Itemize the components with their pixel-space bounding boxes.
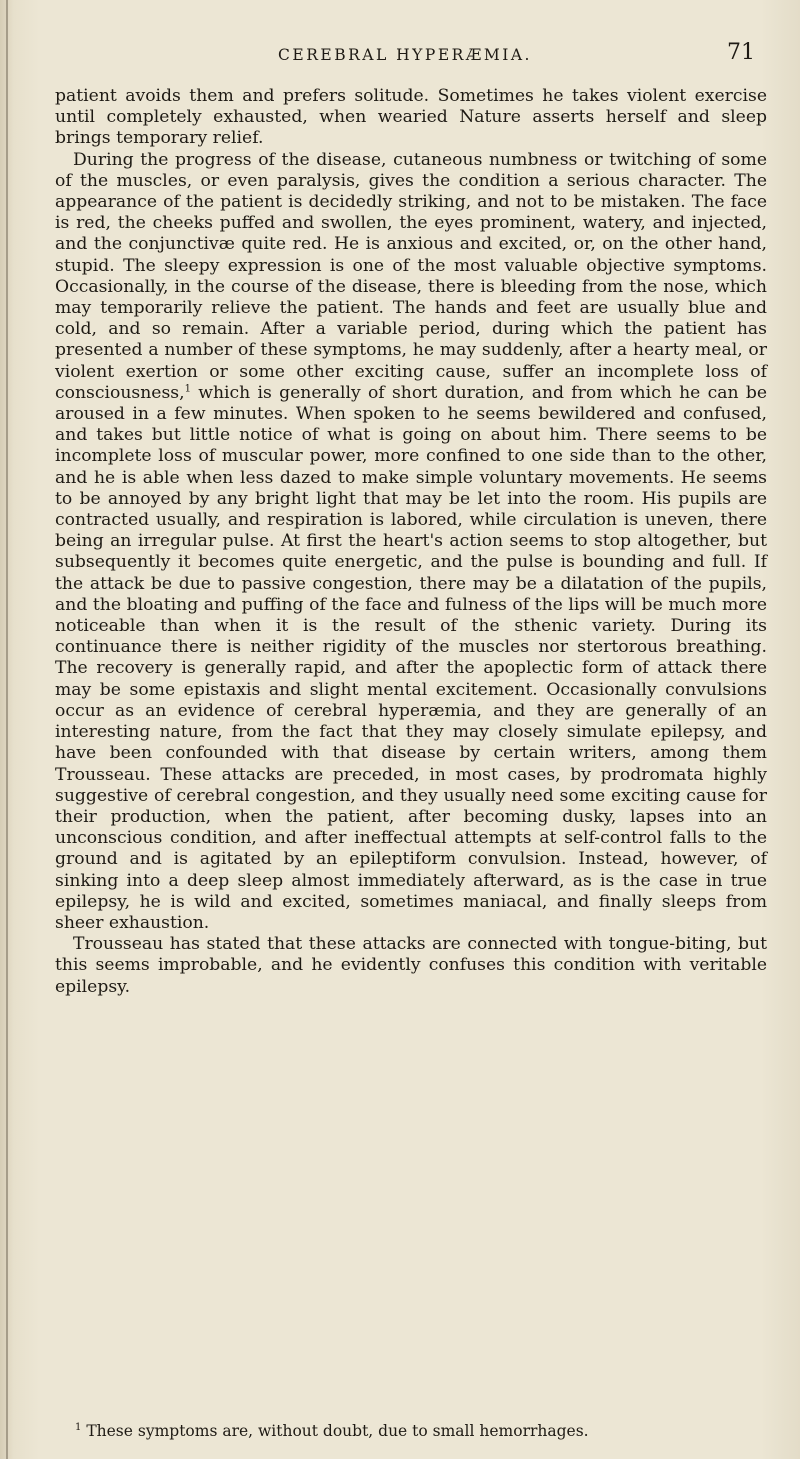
paragraph-symptoms xyxy=(55,150,767,935)
paragraph-continued: patient avoids them and prefers solitude. Sometimes he takes violent exercise until completely exhausted, when wearied Nature asserts herself and sleep brings temporary relief. xyxy=(55,86,767,149)
footnote-marker: 1 xyxy=(75,1421,82,1433)
binding-edge xyxy=(6,0,8,1459)
body-text xyxy=(55,86,767,998)
paragraph-trousseau: Trousseau has stated that these attacks are connected with tongue-biting, but this seems improbable, and he evidently confuses this condition with veritable epilepsy. xyxy=(55,934,767,997)
page-number: 71 xyxy=(727,40,755,65)
footnote-reference[interactable]: 1 xyxy=(184,383,191,395)
footnote xyxy=(75,1422,765,1441)
running-head xyxy=(55,40,755,72)
paragraph-text-before-note: During the progress of the disease, cutaneous numbness or twitching of some of the muscles, or even paralysis, gives the condition a serious character. The appearance of the patient is decidedly striking, and not to be mistaken. The face is red, the cheeks puffed and swollen, the eyes prominent, watery, and injected, and the conjunctivæ quite red. He is anxious and excited, or, on the other hand, stupid. The sleepy expression is one of the most valuable objective symptoms. Occasionally, in the course of the disease, there is bleeding from the nose, which may temporarily relieve the patient. The hands and feet are usually blue and cold, and so remain. After a variable period, during which the patient has presented a number of these symptoms, he may suddenly, after a hearty meal, or violent exertion or some other exciting cause, suffer an incomplete loss of consciousness, xyxy=(55,149,767,403)
paragraph-text-after-note: which is generally of short duration, and from which he can be aroused in a few minutes. When spoken to he seems bewildered and confused, and takes but little notice of what is going on about him. There seems to be incomplete loss of muscular power, more confined to one side than to the other, and he is able when less dazed to make simple voluntary movements. He seems to be annoyed by any bright light that may be let into the room. His pupils are contracted usually, and respiration is labored, while circulation is uneven, there being an irregular pulse. At first the heart's action seems to stop altogether, but subsequently it becomes quite energetic, and the pulse is bounding and full. If the attack be due to passive congestion, there may be a dilatation of the pupils, and the bloating and puffing of the face and fulness of the lips will be much more noticeable than when it is the result of the sthenic variety. During its continuance there is neither rigidity of the muscles nor stertorous breathing. The recovery is generally rapid, and after the apoplectic form of attack there may be some epistaxis and slight mental excitement. Occasionally convulsions occur as an evidence of cerebral hyperæmia, and they are generally of an interesting nature, from the fact that they may closely simulate epilepsy, and have been confounded with that disease by certain writers, among them Trousseau. These attacks are preceded, in most cases, by prodromata highly suggestive of cerebral congestion, and they usually need some exciting cause for their production, when the patient, after becoming dusky, lapses into an unconscious condition, and after ineffectual attempts at self-control falls to the ground and is agitated by an epileptiform convulsion. Instead, however, of sinking into a deep sleep almost immediately afterward, as is the case in true epilepsy, he is wild and excited, sometimes maniacal, and finally sleeps from sheer exhaustion. xyxy=(55,382,767,933)
running-title: CEREBRAL HYPERÆMIA. xyxy=(278,46,532,64)
footnote-text: These symptoms are, without doubt, due to small hemorrhages. xyxy=(86,1422,589,1440)
